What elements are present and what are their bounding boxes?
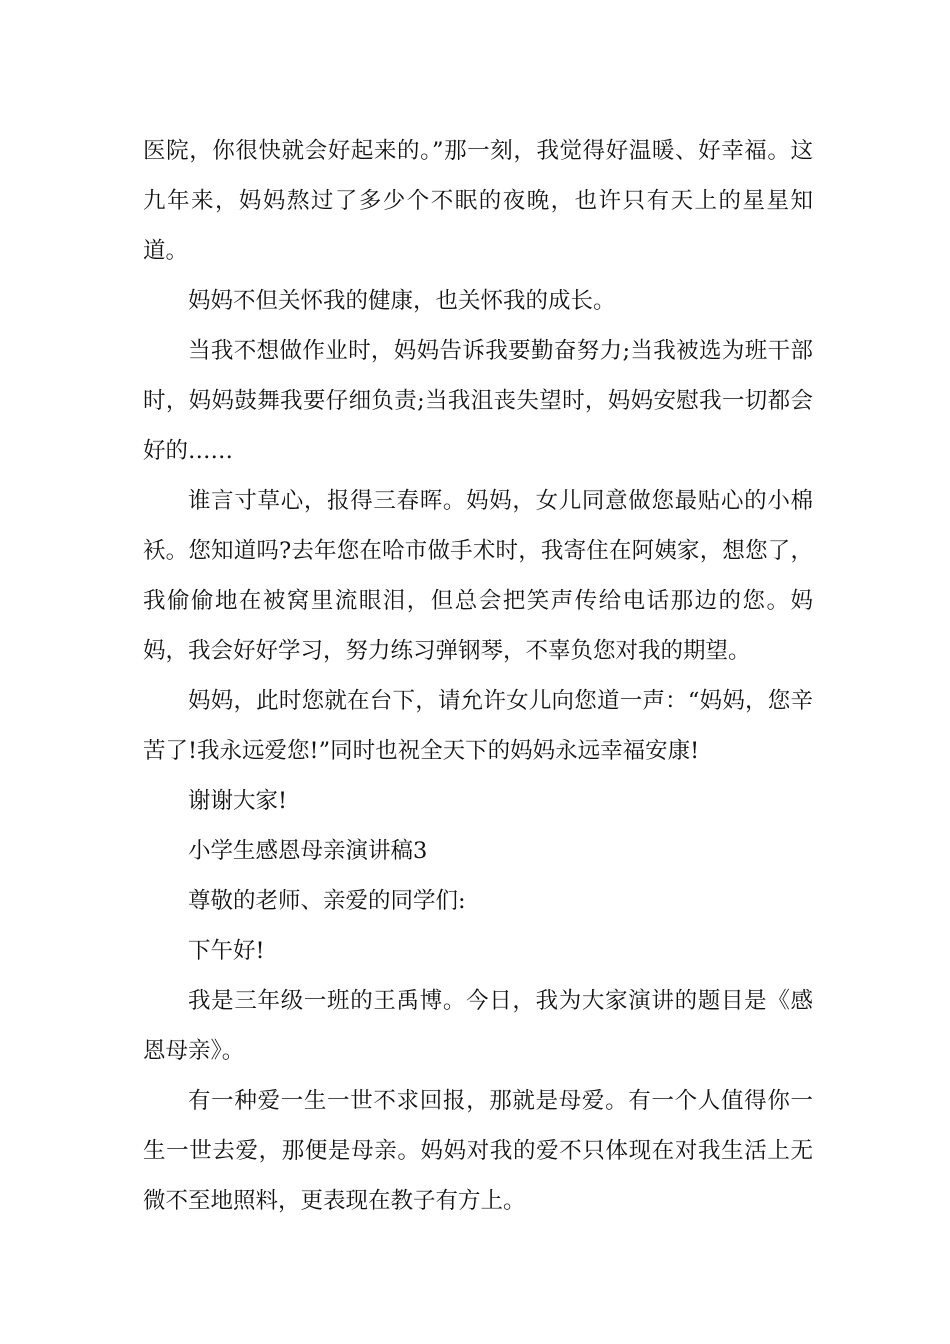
greeting: 下午好! xyxy=(188,938,265,964)
salutation: 尊敬的老师、亲爱的同学们: xyxy=(188,888,466,914)
paragraph: 有一种爱一生一世不求回报，那就是母爱。有一个人值得你一生一世去爱，那便是母亲。妈妈对我的爱不只体现在对我生活上无微不至地照料，更表现在教子有方上。 xyxy=(143,1088,813,1214)
paragraph: 谁言寸草心，报得三春晖。妈妈，女儿同意做您最贴心的小棉袄。您知道吗?去年您在哈市做手术时，我寄住在阿姨家，想您了，我偷偷地在被窝里流眼泪，但总会把笑声传给电话那边的您。妈妈，我会好好学习，努力练习弹钢琴，不辜负您对我的期望。 xyxy=(143,488,813,664)
paragraph: 我是三年级一班的王禹博。今日，我为大家演讲的题目是《感恩母亲》。 xyxy=(143,988,813,1064)
document-body xyxy=(143,126,813,1226)
section-title: 小学生感恩母亲演讲稿3 xyxy=(188,838,428,864)
paragraph: 医院，你很快就会好起来的。”那一刻，我觉得好温暖、好幸福。这九年来，妈妈熬过了多少个不眠的夜晚，也许只有天上的星星知道。 xyxy=(143,138,813,264)
paragraph: 妈妈不但关怀我的健康，也关怀我的成长。 xyxy=(188,288,616,314)
closing-line: 谢谢大家! xyxy=(188,788,288,814)
paragraph: 当我不想做作业时，妈妈告诉我要勤奋努力;当我被选为班干部时，妈妈鼓舞我要仔细负责;当我沮丧失望时，妈妈安慰我一切都会好的…… xyxy=(143,338,813,464)
paragraph: 妈妈，此时您就在台下，请允许女儿向您道一声：“妈妈，您辛苦了!我永远爱您!”同时也祝全天下的妈妈永远幸福安康! xyxy=(143,688,813,764)
